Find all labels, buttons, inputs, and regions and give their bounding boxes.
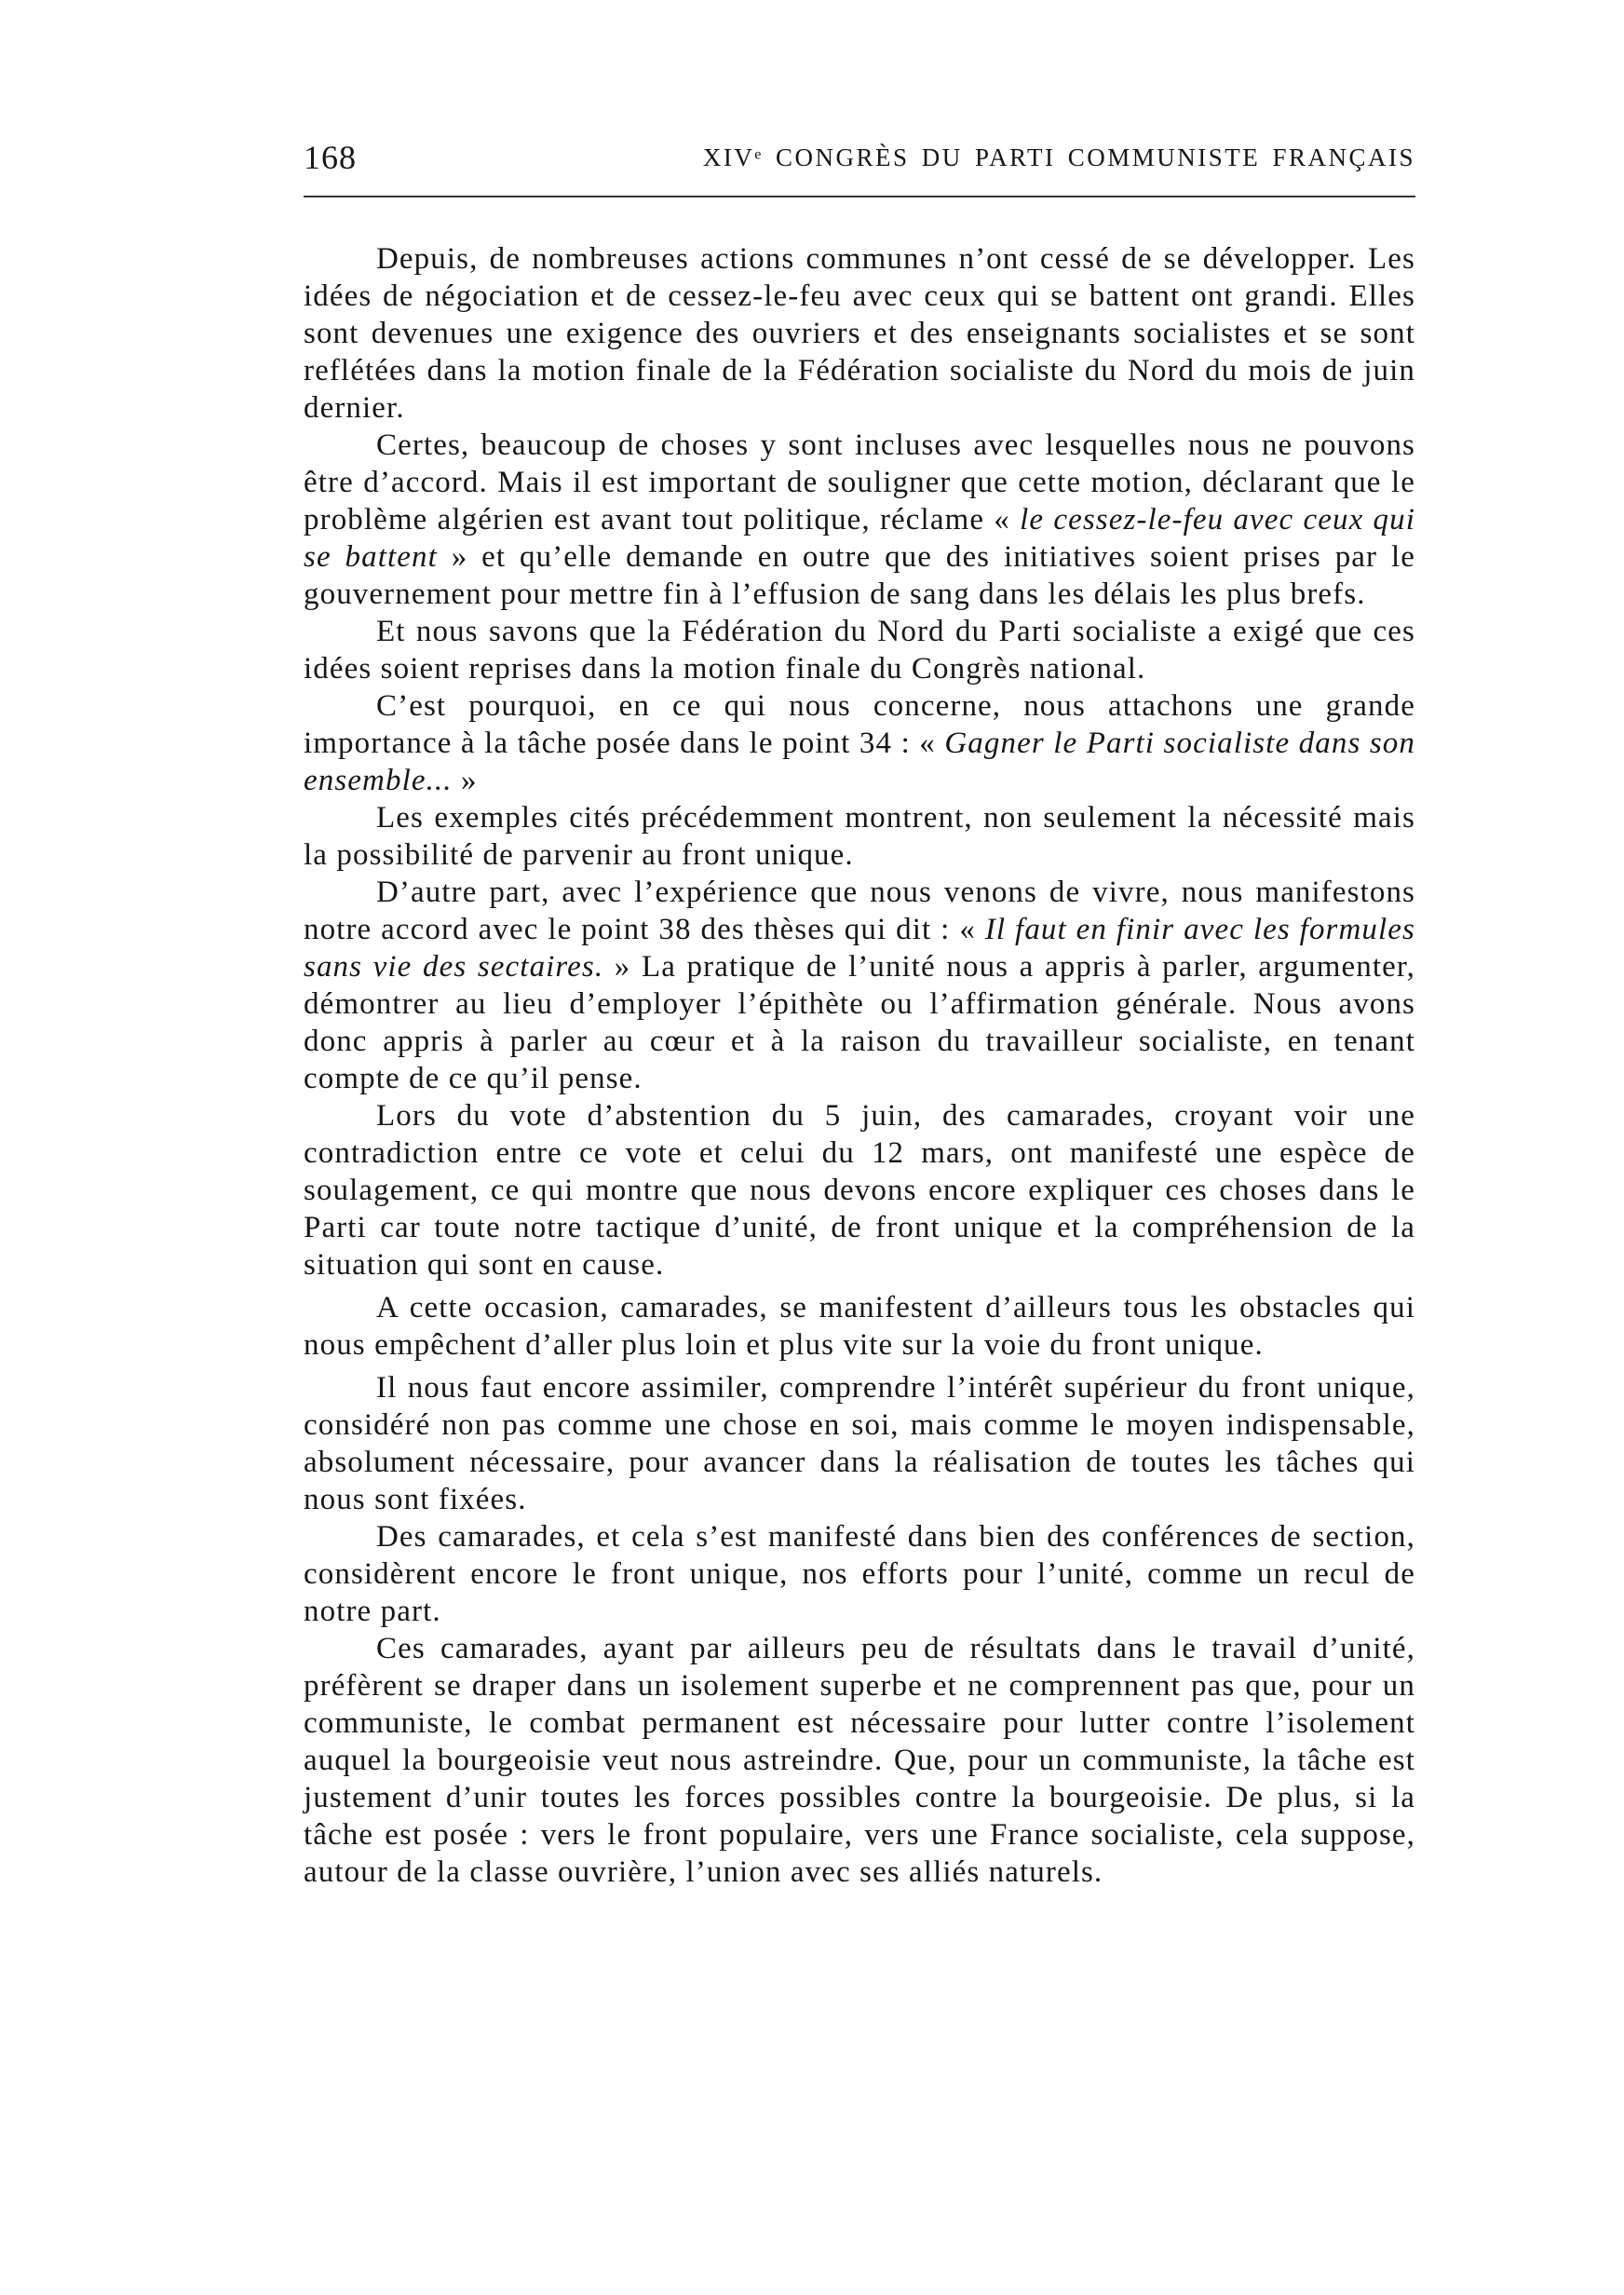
paragraph-2-text-end: » et qu’elle demande en outre que des initiatives soient prises par le gouvernement pour mettre fin à l’effusion de sang dans les délais les plus brefs. [304, 540, 1415, 611]
paragraph-3: Et nous savons que la Fédération du Nord du Parti socialiste a exigé que ces idées soient reprises dans la motion finale du Congrès national. [304, 615, 1415, 686]
paragraph-9: Il nous faut encore assimiler, comprendre l’intérêt supérieur du front unique, considéré non pas comme une chose en soi, mais comme le moyen indispensable, absolument nécessaire, pour avancer dans la réalisation de toutes les tâches qui nous sont fixées. [304, 1371, 1415, 1516]
paragraph-6-quote: Il faut en finir avec les formules sans vie des sectaires. [304, 913, 1415, 984]
paragraph-2-quote: le cessez-le-feu avec ceux qui se battent [304, 503, 1415, 574]
paragraph-11: Ces camarades, ayant par ailleurs peu de résultats dans le travail d’unité, préfèrent se draper dans un isolement superbe et ne comprennent pas que, pour un communiste, le combat permanent est nécessaire pour lutter contre l’isolement auquel la bourgeoisie veut nous astreindre. Que, pour un communiste, la tâche est justement d’unir toutes les forces possibles contre la bourgeoisie. De plus, si la tâche est posée : vers le front populaire, vers une France socialiste, cela suppose, autour de la classe ouvrière, l’union avec ses alliés naturels. [304, 1632, 1415, 1889]
paragraph-5: Les exemples cités précédemment montrent, non seulement la nécessité mais la possibilité de parvenir au front unique. [304, 801, 1415, 872]
running-title: XIVᵉ CONGRÈS DU PARTI COMMUNISTE FRANÇAIS [702, 143, 1415, 171]
paragraph-8: A cette occasion, camarades, se manifestent d’ailleurs tous les obstacles qui nous empêchent d’aller plus loin et plus vite sur la voie du front unique. [304, 1291, 1415, 1362]
paragraph-2-text: Certes, beaucoup de choses y sont incluses avec lesquelles nous ne pouvons être d’accord. Mais il est important de souligner que cette motion, déclarant que le problème algérien est avant tout politique, réclame « [304, 428, 1415, 536]
body-text [304, 240, 1415, 1891]
paragraph-10: Des camarades, et cela s’est manifesté dans bien des conférences de section, considèrent encore le front unique, nos efforts pour l’unité, comme un recul de notre part. [304, 1520, 1415, 1628]
paragraph-6 [304, 874, 1415, 1097]
paragraph-1: Depuis, de nombreuses actions communes n’ont cessé de se développer. Les idées de négociation et de cessez-le-feu avec ceux qui se battent ont grandi. Elles sont devenues une exigence des ouvriers et des enseignants socialistes et se sont reflétées dans la motion finale de la Fédération socialiste du Nord du mois de juin dernier. [304, 242, 1415, 425]
header-rule [304, 196, 1415, 197]
paragraph-6-text: D’autre part, avec l’expérience que nous venons de vivre, nous manifestons notre accord avec le point 38 des thèses qui dit : « [304, 876, 1415, 946]
paragraph-7: Lors du vote d’abstention du 5 juin, des camarades, croyant voir une contradiction entre ce vote et celui du 12 mars, ont manifesté une espèce de soulagement, ce qui montre que nous devons encore expliquer ces choses dans le Parti car toute notre tactique d’unité, de front unique et la compréhension de la situation qui sont en cause. [304, 1099, 1415, 1282]
paragraph-2 [304, 427, 1415, 613]
page-header [304, 138, 1415, 183]
paragraph-4-text-end: » [452, 764, 478, 797]
paragraph-4-text: C’est pourquoi, en ce qui nous concerne, nous attachons une grande importance à la tâche posée dans le point 34 : « [304, 689, 1415, 760]
paragraph-4 [304, 687, 1415, 799]
page-number: 168 [304, 139, 357, 176]
paragraph-6-text-end: » La pratique de l’unité nous a appris à parler, argumenter, démontrer au lieu d’employer l’épithète ou l’affirmation générale. Nous avons donc appris à parler au cœur et à la raison du travailleur socialiste, en tenant compte de ce qu’il pense. [304, 950, 1415, 1095]
paragraph-4-quote: Gagner le Parti socialiste dans son ensemble... [304, 727, 1416, 797]
